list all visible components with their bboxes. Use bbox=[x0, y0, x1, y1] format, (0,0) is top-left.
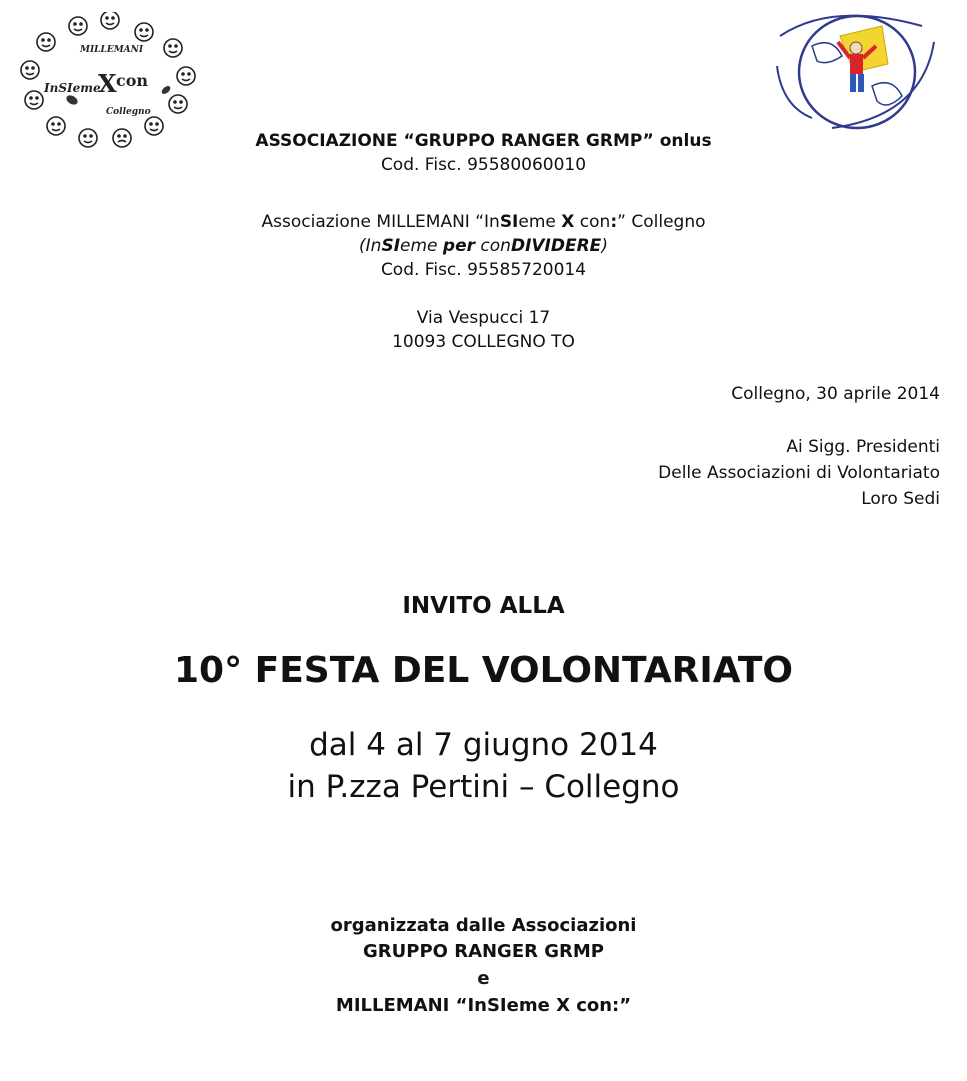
assoc-millemani-eme: eme bbox=[518, 212, 562, 232]
assoc-millemani-fiscal-code: Cod. Fisc. 95585720014 bbox=[380, 260, 587, 280]
recipient-line-3: Loro Sedi bbox=[861, 489, 940, 509]
organizer-millemani: MILLEMANI “InSIeme X con:” bbox=[335, 995, 632, 1016]
assoc-millemani-suffix: ” Collegno bbox=[617, 212, 706, 232]
assoc-millemani-colon: : bbox=[610, 212, 618, 232]
logo-text-insieme: InSIeme bbox=[44, 81, 101, 95]
invite-heading: INVITO ALLA bbox=[402, 593, 565, 619]
organizer-ranger: GRUPPO RANGER GRMP bbox=[363, 941, 604, 962]
assoc-millemani-si: SI bbox=[499, 212, 519, 232]
motto-per: per bbox=[442, 236, 476, 256]
logo-text-collegno: Collegno bbox=[106, 107, 151, 117]
motto-si: SI bbox=[381, 236, 401, 256]
assoc-millemani-x: X bbox=[561, 212, 575, 232]
event-dates: dal 4 al 7 giugno 2014 bbox=[309, 727, 658, 763]
motto-open: (In bbox=[359, 236, 382, 256]
logo-text-con: con bbox=[116, 71, 149, 90]
assoc-ranger-name: ASSOCIAZIONE “GRUPPO RANGER GRMP” onlus bbox=[255, 131, 712, 151]
motto-dividere: DIVIDERE bbox=[510, 236, 602, 256]
event-title: 10° FESTA DEL VOLONTARIATO bbox=[173, 650, 794, 691]
assoc-millemani-con: con bbox=[574, 212, 611, 232]
letter-date: Collegno, 30 aprile 2014 bbox=[731, 384, 940, 404]
recipient-line-2: Delle Associazioni di Volontariato bbox=[658, 463, 940, 483]
assoc-millemani-name bbox=[0, 210, 967, 234]
address-city: 10093 COLLEGNO TO bbox=[392, 332, 575, 352]
motto-close: ) bbox=[601, 236, 608, 256]
assoc-millemani-prefix: Associazione MILLEMANI “In bbox=[261, 212, 500, 232]
event-place: in P.zza Pertini – Collegno bbox=[287, 769, 680, 805]
motto-eme: eme bbox=[400, 236, 443, 256]
logo-text-x: X bbox=[98, 69, 117, 98]
recipient-line-1: Ai Sigg. Presidenti bbox=[786, 437, 940, 457]
address-street: Via Vespucci 17 bbox=[416, 308, 551, 328]
ranger-globe-logo bbox=[772, 6, 942, 134]
organizers-and: e bbox=[477, 968, 490, 989]
assoc-millemani-motto bbox=[0, 234, 967, 258]
motto-con: con bbox=[475, 236, 511, 256]
assoc-ranger-fiscal-code: Cod. Fisc. 95580060010 bbox=[380, 155, 587, 175]
organizers-intro: organizzata dalle Associazioni bbox=[330, 915, 637, 936]
logo-text-millemani: MILLEMANI bbox=[80, 45, 144, 55]
